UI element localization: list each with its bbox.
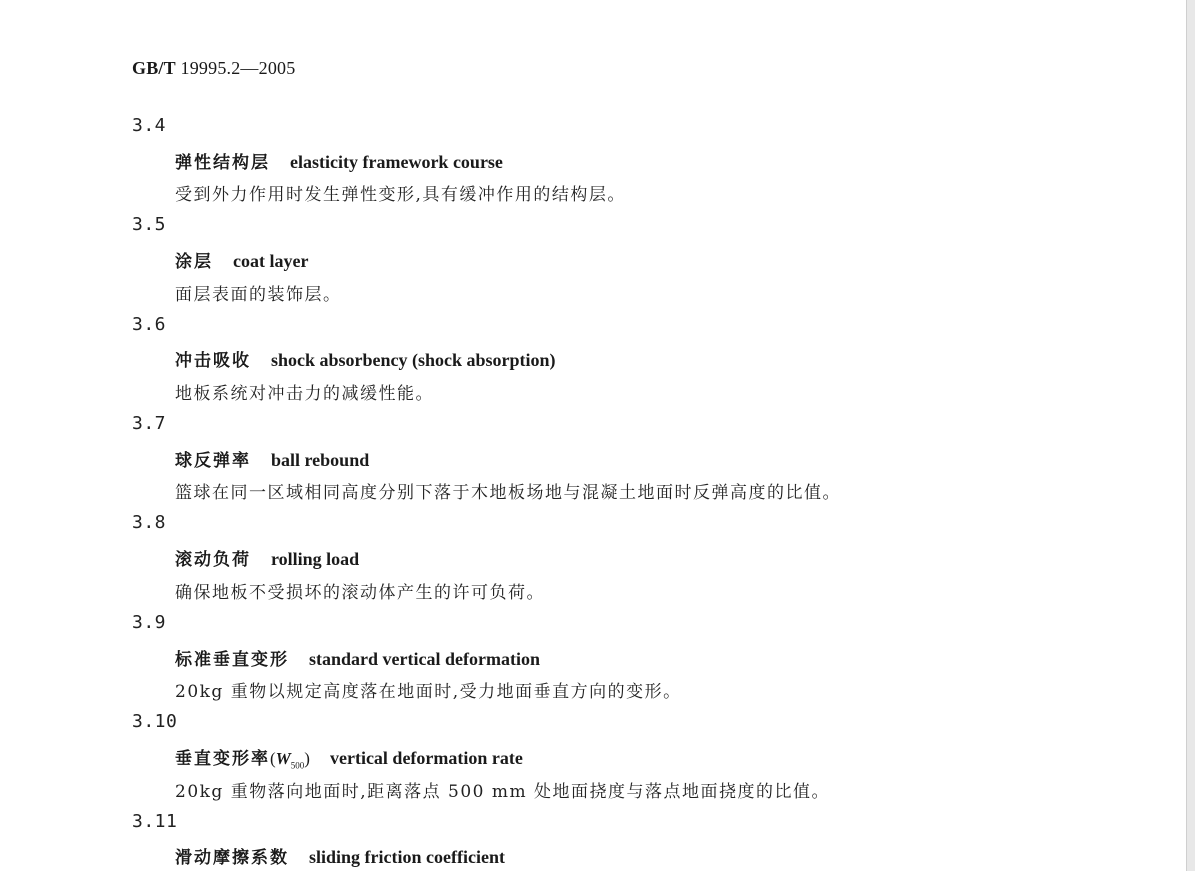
term-en: elasticity framework course bbox=[290, 152, 503, 172]
symbol-paren-close: ) bbox=[304, 749, 310, 768]
term bbox=[175, 744, 523, 770]
term-en: rolling load bbox=[271, 549, 360, 569]
entry-number: 3.10 bbox=[132, 711, 178, 732]
term-zh: 标准垂直变形 bbox=[175, 650, 289, 670]
term-zh: 滑动摩擦系数 bbox=[175, 848, 289, 868]
term bbox=[175, 645, 540, 670]
term-zh: 涂层 bbox=[175, 252, 213, 272]
term-zh: 垂直变形率 bbox=[175, 749, 270, 769]
standard-prefix: GB/T bbox=[132, 58, 176, 78]
term-zh: 滚动负荷 bbox=[175, 550, 251, 570]
symbol-paren-open: ( bbox=[270, 749, 276, 768]
definition: 受到外力作用时发生弹性变形,具有缓冲作用的结构层。 bbox=[175, 185, 626, 205]
definition: 面层表面的装饰层。 bbox=[175, 285, 342, 305]
term bbox=[175, 346, 556, 371]
term-en: vertical deformation rate bbox=[329, 748, 523, 768]
term bbox=[175, 545, 359, 570]
entry-number: 3.6 bbox=[132, 314, 167, 335]
definition: 20kg 重物落向地面时,距离落点 500 mm 处地面挠度与落点地面挠度的比值。 bbox=[175, 782, 831, 802]
term bbox=[175, 446, 369, 471]
definition: 篮球在同一区域相同高度分别下落于木地板场地与混凝土地面时反弹高度的比值。 bbox=[175, 483, 841, 503]
entry-number: 3.11 bbox=[132, 811, 178, 832]
term-zh: 冲击吸收 bbox=[175, 351, 251, 371]
term-en: shock absorbency (shock absorption) bbox=[271, 350, 556, 370]
term-symbol bbox=[270, 749, 310, 771]
page-edge bbox=[1186, 0, 1195, 871]
entry-number: 3.7 bbox=[132, 413, 167, 434]
definition: 确保地板不受损坏的滚动体产生的许可负荷。 bbox=[175, 583, 545, 603]
entry-number: 3.8 bbox=[132, 512, 167, 533]
term-en: sliding friction coefficient bbox=[309, 847, 505, 867]
term-en: ball rebound bbox=[271, 450, 370, 470]
standard-number: 19995.2—2005 bbox=[180, 58, 296, 78]
entry-number: 3.4 bbox=[132, 115, 167, 136]
term-zh: 弹性结构层 bbox=[175, 153, 270, 173]
symbol-subscript: 500 bbox=[290, 760, 305, 771]
term-en: standard vertical deformation bbox=[309, 649, 540, 669]
term bbox=[175, 247, 308, 272]
term bbox=[175, 843, 505, 868]
symbol-letter: W bbox=[275, 749, 291, 768]
entry-number: 3.5 bbox=[132, 214, 167, 235]
definition: 地板系统对冲击力的减缓性能。 bbox=[175, 384, 434, 404]
standard-code bbox=[132, 58, 295, 79]
term-zh: 球反弹率 bbox=[175, 451, 251, 471]
term-en: coat layer bbox=[233, 251, 309, 271]
definition: 20kg 重物以规定高度落在地面时,受力地面垂直方向的变形。 bbox=[175, 682, 682, 702]
entry-number: 3.9 bbox=[132, 612, 167, 633]
term bbox=[175, 148, 503, 173]
